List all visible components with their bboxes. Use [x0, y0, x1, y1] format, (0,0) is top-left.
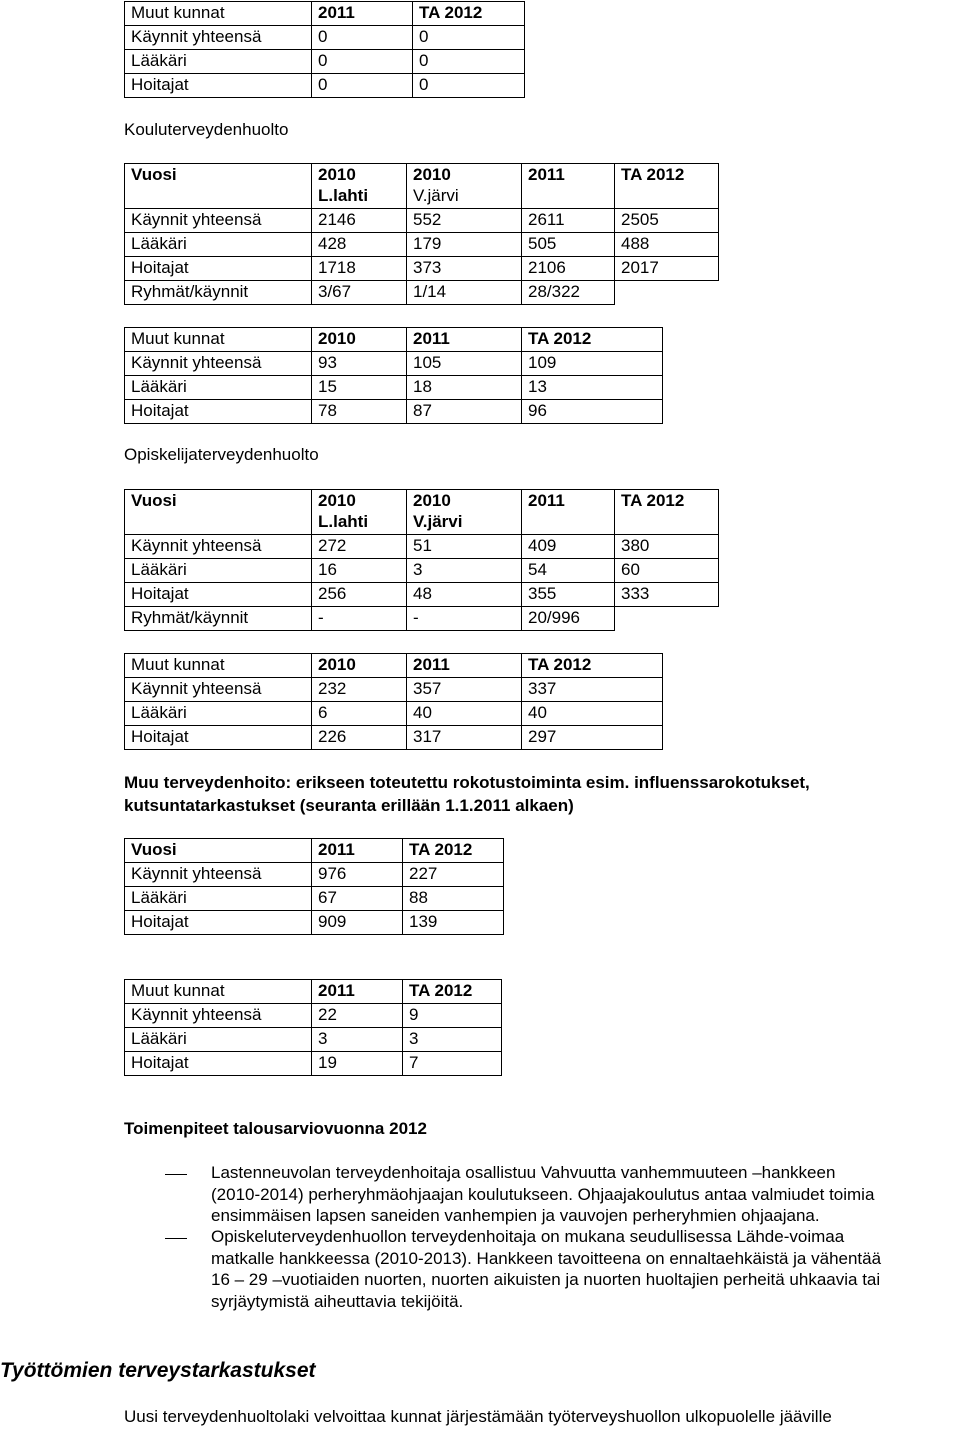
table-cell: 2106 [522, 257, 615, 281]
table-header-cell: TA 2012 [413, 2, 525, 26]
table-cell: Käynnit yhteensä [125, 209, 312, 233]
muu-terveydenhoito-table [124, 838, 504, 935]
table-cell: 2611 [522, 209, 615, 233]
table-cell: Hoitajat [125, 726, 312, 750]
table-cell: 18 [407, 376, 522, 400]
table-header-cell: TA 2012 [403, 980, 502, 1004]
table-cell: 51 [407, 535, 522, 559]
opiskelijaterveydenhuolto-muut-kunnat-table [124, 653, 663, 750]
table-cell: 3 [407, 559, 522, 583]
table-row [125, 535, 719, 559]
table-cell: 552 [407, 209, 522, 233]
section-title-opiskelijaterveydenhuolto: Opiskelijaterveydenhuolto [124, 445, 319, 464]
table-cell: 67 [312, 887, 403, 911]
table-cell: Ryhmät/käynnit [125, 607, 312, 631]
table-cell: Käynnit yhteensä [125, 678, 312, 702]
table-cell: 3/67 [312, 281, 407, 305]
table-cell: 0 [312, 74, 413, 98]
table-cell: 13 [522, 376, 663, 400]
table-cell: 60 [615, 559, 719, 583]
table-header-cell: TA 2012 [403, 839, 504, 863]
table-cell: 355 [522, 583, 615, 607]
table-cell: Hoitajat [125, 911, 312, 935]
table-header-cell: Vuosi [125, 839, 312, 863]
table-cell: 976 [312, 863, 403, 887]
table-cell: 909 [312, 911, 403, 935]
bullet-dash-icon [165, 1174, 187, 1175]
table-cell: Lääkäri [125, 233, 312, 257]
table-header-cell: TA 2012 [522, 654, 663, 678]
table-cell: 2146 [312, 209, 407, 233]
section-title-tyottomien: Työttömien terveystarkastukset [0, 1359, 316, 1382]
table-cell: Lääkäri [125, 50, 312, 74]
table-cell: 2505 [615, 209, 719, 233]
table-cell: 226 [312, 726, 407, 750]
bullet-item: Opiskeluterveydenhuollon terveydenhoitaja on mukana seudullisessa Lähde-voimaa matkalle hankkeessa (2010-2013). Hankkeen tavoitteena on ennaltaehkäistä ja vähentää 16 – 29 –vuotiaiden nuorten, nuorten aikuisten ja nuorten huoltajien perheitä uhkaavia tai syrjäytymistä aiheuttavia tekijöitä. [211, 1227, 882, 1311]
table-cell: 297 [522, 726, 663, 750]
table-cell: 7 [403, 1052, 502, 1076]
table-header-cell: Vuosi [125, 164, 312, 209]
table-cell: 105 [407, 352, 522, 376]
table-cell: 272 [312, 535, 407, 559]
table-header-cell: Muut kunnat [125, 2, 312, 26]
table-header-cell: 2010 V.järvi [407, 164, 522, 209]
table-cell: 0 [312, 50, 413, 74]
table-cell: Ryhmät/käynnit [125, 281, 312, 305]
table-header-cell: Muut kunnat [125, 328, 312, 352]
table-cell: 28/322 [522, 281, 615, 305]
table-cell: 40 [522, 702, 663, 726]
table-header-cell: Muut kunnat [125, 980, 312, 1004]
table-row [125, 678, 663, 702]
table-cell: 9 [403, 1004, 502, 1028]
table-cell: 15 [312, 376, 407, 400]
table-cell: Hoitajat [125, 583, 312, 607]
table-cell: 428 [312, 233, 407, 257]
table-cell: 2017 [615, 257, 719, 281]
table-cell: 0 [413, 50, 525, 74]
table-cell: Hoitajat [125, 257, 312, 281]
table-cell: Lääkäri [125, 887, 312, 911]
table-cell: - [407, 607, 522, 631]
table-cell [615, 607, 719, 631]
table-cell: Käynnit yhteensä [125, 863, 312, 887]
table-cell: Hoitajat [125, 400, 312, 424]
table-row [125, 1052, 502, 1076]
table-cell: 488 [615, 233, 719, 257]
table-header-cell: 2010 [312, 328, 407, 352]
table-header-cell: TA 2012 [615, 490, 719, 535]
table-row [125, 352, 663, 376]
table-cell: 232 [312, 678, 407, 702]
table-row [125, 233, 719, 257]
table-cell: 337 [522, 678, 663, 702]
section-title-kouluterveydenhuolto: Kouluterveydenhuolto [124, 120, 289, 139]
table-header-cell: 2010 L.lahti [312, 164, 407, 209]
table-cell: 1718 [312, 257, 407, 281]
table-header-cell: 2011 [312, 980, 403, 1004]
table-header-cell: 2010 [312, 654, 407, 678]
table-header-cell: Muut kunnat [125, 654, 312, 678]
table-header-cell: 2011 [407, 328, 522, 352]
table-header-cell: 2010 V.järvi [407, 490, 522, 535]
table-row [125, 376, 663, 400]
table-header-cell: TA 2012 [615, 164, 719, 209]
paragraph-text: Uusi terveydenhuoltolaki velvoittaa kunnat järjestämään työterveyshuollon ulkopuolelle jääville [124, 1407, 832, 1426]
table-cell: 333 [615, 583, 719, 607]
table-cell: - [312, 607, 407, 631]
table-cell: 19 [312, 1052, 403, 1076]
table-cell: 0 [413, 26, 525, 50]
table-cell: Lääkäri [125, 702, 312, 726]
table-cell: 54 [522, 559, 615, 583]
table-cell: Käynnit yhteensä [125, 535, 312, 559]
table-cell: 16 [312, 559, 407, 583]
table-cell: 1/14 [407, 281, 522, 305]
kouluterveydenhuolto-table [124, 163, 719, 305]
table-header-cell: 2011 [522, 490, 615, 535]
table-header-cell: 2011 [312, 2, 413, 26]
table-cell: 40 [407, 702, 522, 726]
table-cell: Hoitajat [125, 74, 312, 98]
bullet-item: Lastenneuvolan terveydenhoitaja osallistuu Vahvuutta vanhemmuuteen –hankkeen (2010-2014) perheryhmäohjaajan koulutukseen. Ohjaajakoulutus antaa valmiudet toimia ensimmäisen lapsen saneiden vanhempien ja vauvojen perheryhmien ohjaajana. [211, 1163, 875, 1225]
table-header-cell: 2011 [312, 839, 403, 863]
table-row [125, 702, 663, 726]
table-cell: 373 [407, 257, 522, 281]
table-cell: 179 [407, 233, 522, 257]
muut-kunnat-table-top [124, 1, 525, 98]
table-cell: 0 [312, 26, 413, 50]
table-cell: 317 [407, 726, 522, 750]
table-cell: 0 [413, 74, 525, 98]
opiskelijaterveydenhuolto-table [124, 489, 719, 631]
table-cell: 48 [407, 583, 522, 607]
table-cell: Lääkäri [125, 559, 312, 583]
table-cell: 96 [522, 400, 663, 424]
table-cell: 139 [403, 911, 504, 935]
table-cell: Käynnit yhteensä [125, 352, 312, 376]
table-cell: 227 [403, 863, 504, 887]
table-header-cell: TA 2012 [522, 328, 663, 352]
table-cell: 3 [312, 1028, 403, 1052]
table-row [125, 863, 504, 887]
table-row [125, 607, 719, 631]
table-cell: 256 [312, 583, 407, 607]
table-cell: Lääkäri [125, 376, 312, 400]
table-row [125, 583, 719, 607]
section-title-toimenpiteet: Toimenpiteet talousarviovuonna 2012 [124, 1119, 427, 1138]
table-row [125, 281, 719, 305]
table-row [125, 400, 663, 424]
table-cell: 20/996 [522, 607, 615, 631]
table-cell: 409 [522, 535, 615, 559]
table-cell: 88 [403, 887, 504, 911]
table-row [125, 26, 525, 50]
table-cell: 6 [312, 702, 407, 726]
table-cell: Lääkäri [125, 1028, 312, 1052]
table-cell: 357 [407, 678, 522, 702]
section-title-muu-terveydenhoito: Muu terveydenhoito: erikseen toteutettu rokotustoiminta esim. influenssarokotukset, kutsuntatarkastukset (seuranta erillään 1.1.2011 alkaen) [124, 773, 810, 815]
table-row [125, 50, 525, 74]
table-cell: 87 [407, 400, 522, 424]
table-header-cell: 2011 [407, 654, 522, 678]
table-cell: Käynnit yhteensä [125, 1004, 312, 1028]
table-header-cell: 2011 [522, 164, 615, 209]
table-cell: Käynnit yhteensä [125, 26, 312, 50]
table-row [125, 911, 504, 935]
table-cell: 380 [615, 535, 719, 559]
table-cell: 93 [312, 352, 407, 376]
table-row [125, 1004, 502, 1028]
table-cell: Hoitajat [125, 1052, 312, 1076]
table-row [125, 726, 663, 750]
table-header-cell: Vuosi [125, 490, 312, 535]
bullet-dash-icon [165, 1238, 187, 1239]
table-row [125, 559, 719, 583]
table-cell: 505 [522, 233, 615, 257]
table-cell: 109 [522, 352, 663, 376]
table-cell: 78 [312, 400, 407, 424]
table-row [125, 74, 525, 98]
table-row [125, 887, 504, 911]
table-header-cell: 2010 L.lahti [312, 490, 407, 535]
kouluterveydenhuolto-muut-kunnat-table [124, 327, 663, 424]
table-cell: 3 [403, 1028, 502, 1052]
table-cell: 22 [312, 1004, 403, 1028]
table-row [125, 257, 719, 281]
muu-terveydenhoito-muut-kunnat-table [124, 979, 502, 1076]
table-row [125, 209, 719, 233]
table-row [125, 1028, 502, 1052]
table-cell [615, 281, 719, 305]
